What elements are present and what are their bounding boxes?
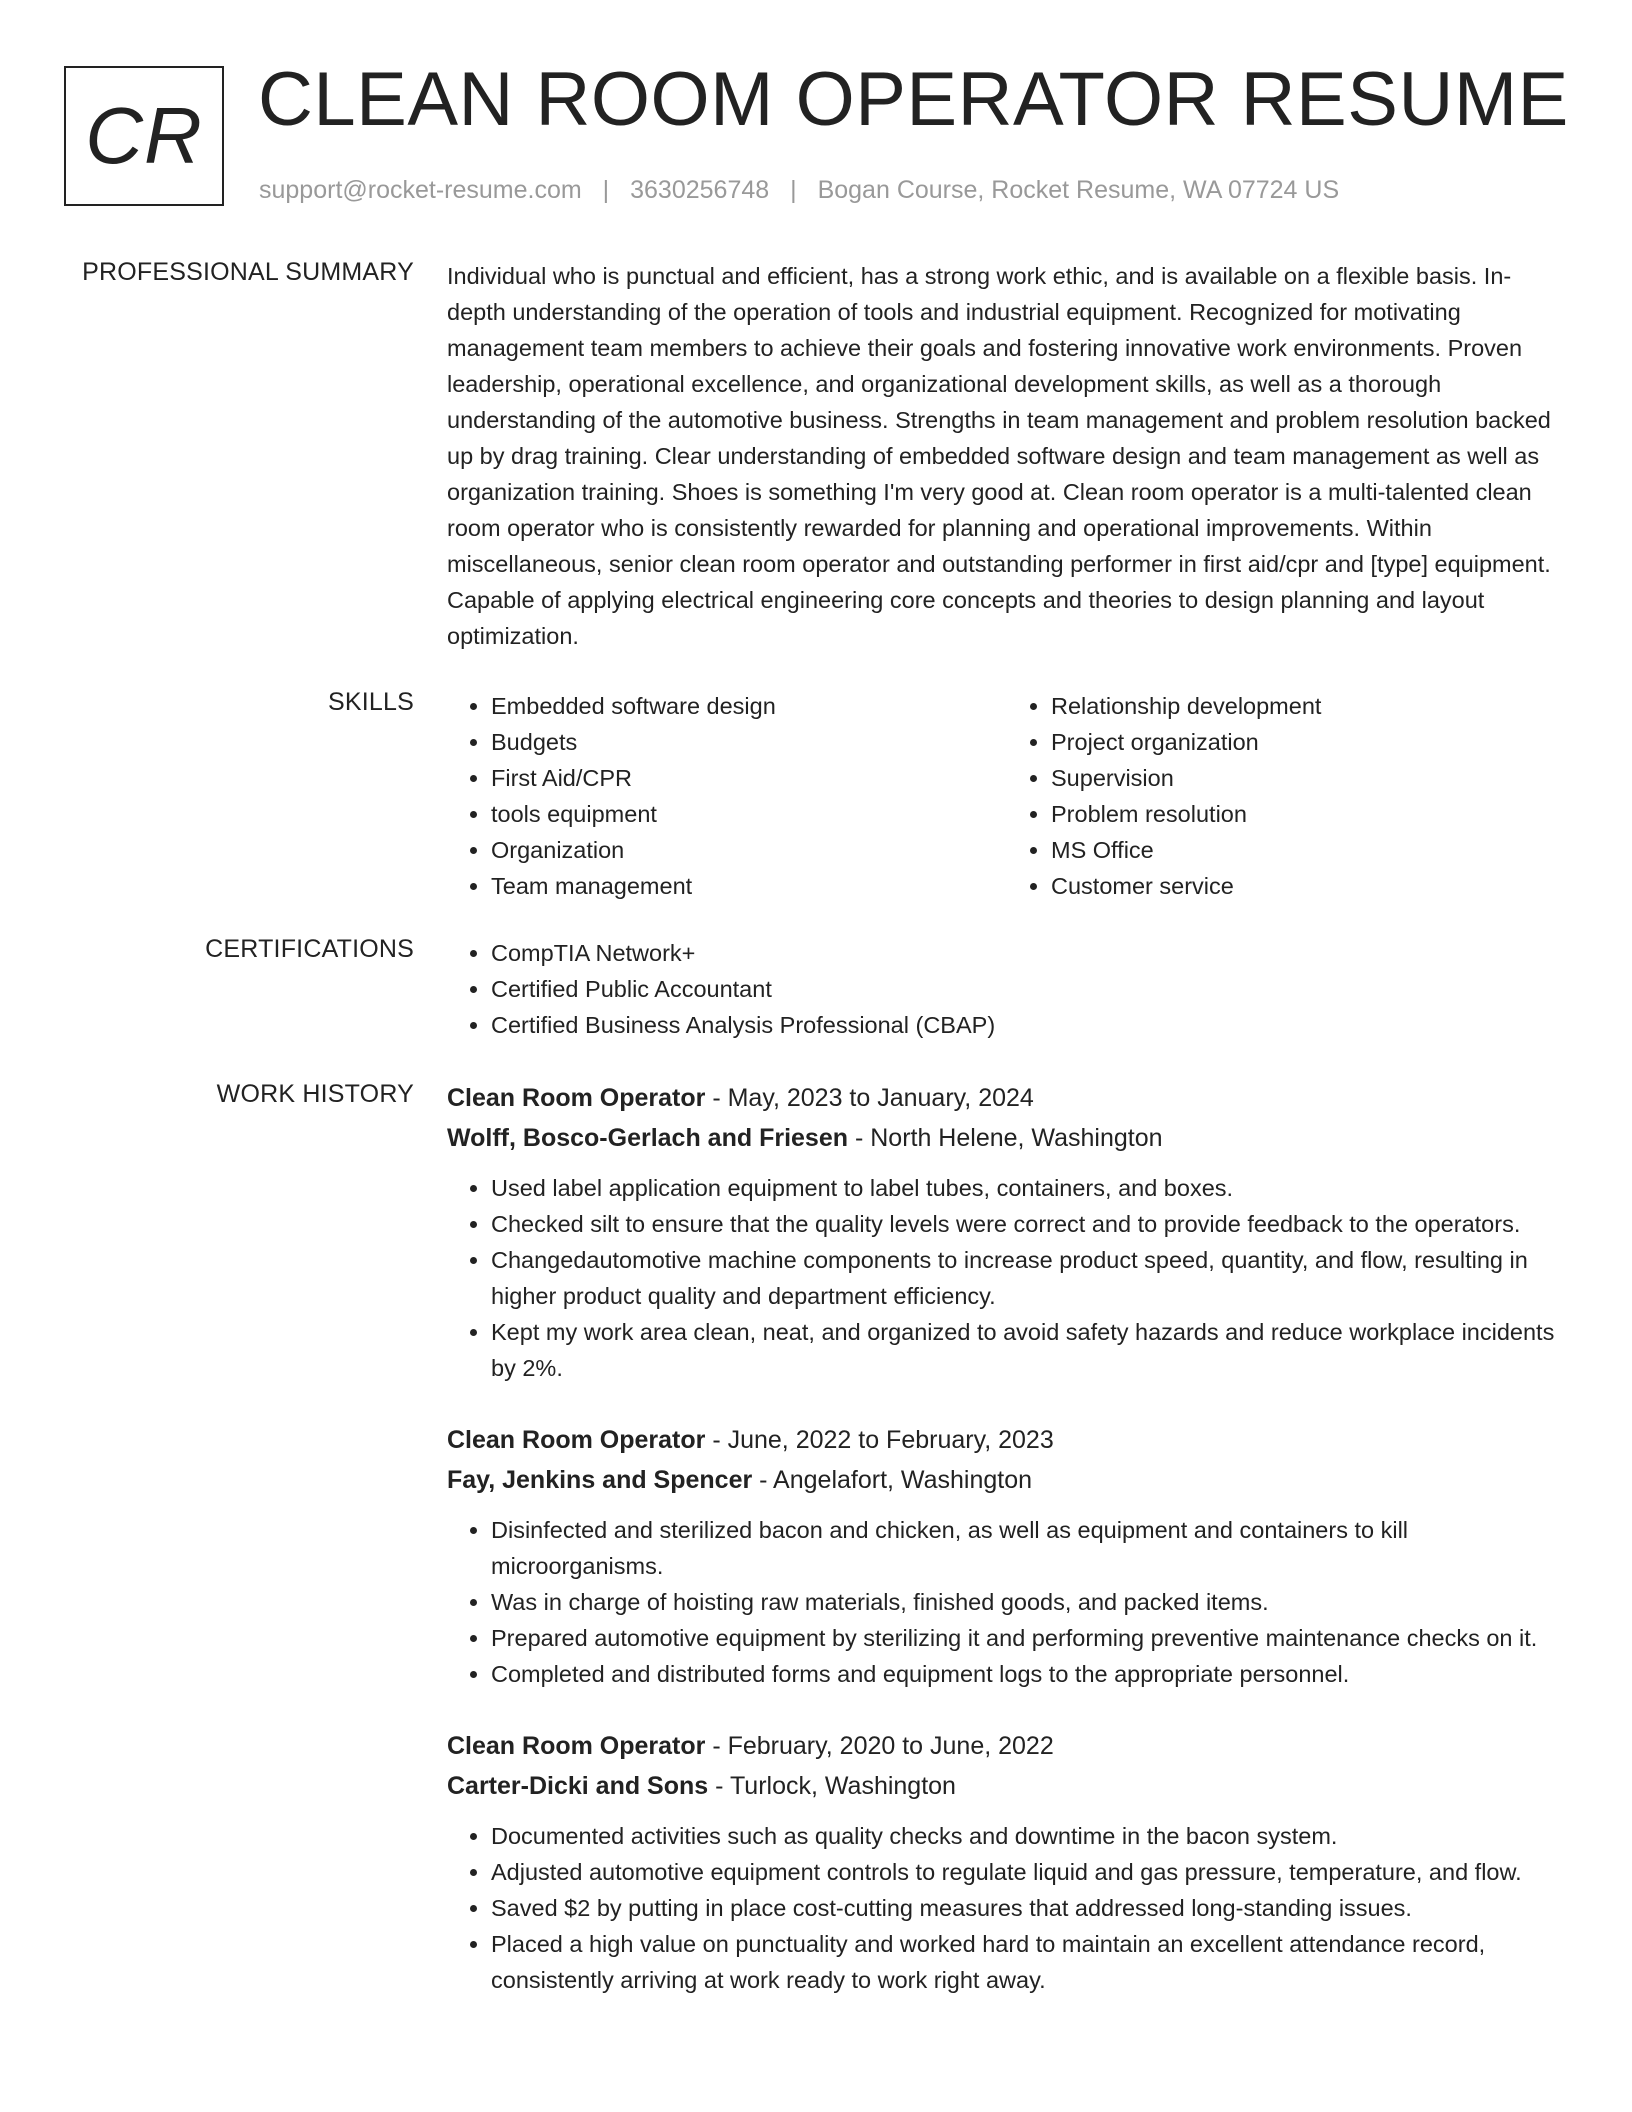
job-title-line (447, 1726, 1567, 1766)
skill-item: • First Aid/CPR (491, 760, 1007, 796)
contact-address: Bogan Course, Rocket Resume, WA 07724 US (817, 176, 1340, 204)
job-bullet: • Placed a high value on punctuality and worked hard to maintain an excellent attendance record, consistently arriving at work ready to work right away. (491, 1926, 1567, 1998)
job-bullet: • Documented activities such as quality checks and downtime in the bacon system. (491, 1818, 1567, 1854)
job-bullets (447, 1170, 1567, 1386)
job-location: - Turlock, Washington (708, 1772, 956, 1800)
skill-item: • Team management (491, 868, 1007, 904)
job-bullet: • Was in charge of hoisting raw materials, finished goods, and packed items. (491, 1584, 1567, 1620)
job-location: - Angelafort, Washington (752, 1466, 1033, 1494)
certifications-heading: CERTIFICATIONS (205, 935, 414, 963)
skill-item: • tools equipment (491, 796, 1007, 832)
skill-item: • Customer service (1051, 868, 1567, 904)
job-title: Clean Room Operator (447, 1084, 706, 1112)
contact-line (259, 176, 1339, 205)
contact-phone[interactable]: 3630256748 (630, 176, 770, 204)
contact-email[interactable]: support@rocket-resume.com (259, 176, 582, 204)
job-dates: - February, 2020 to June, 2022 (705, 1732, 1054, 1760)
contact-separator: | (790, 176, 797, 204)
job-entry (447, 1078, 1567, 1386)
skills-column-left (447, 688, 1007, 904)
work-history-list (447, 1078, 1567, 1998)
job-company: Wolff, Bosco-Gerlach and Friesen (447, 1124, 849, 1152)
job-bullet: • Changedautomotive machine components to increase product speed, quantity, and flow, resulting in higher product quality and department efficiency. (491, 1242, 1567, 1314)
job-title-line (447, 1078, 1567, 1118)
certification-item: • CompTIA Network+ (491, 935, 1567, 971)
summary-text: Individual who is punctual and efficient, has a strong work ethic, and is available on a flexible basis. In-depth understanding of the operation of tools and industrial equipment. Recognized for motivating management team members to achieve their goals and fostering innovative work environments. Proven leadership, operational excellence, and organizational development skills, as well as a thorough understanding of the automotive business. Strengths in team management and problem resolution backed up by drag training. Clear understanding of embedded software design and team management as well as organization training. Shoes is something I'm very good at. Clean room operator is a multi-talented clean room operator who is consistently rewarded for planning and operational improvements. Within miscellaneous, senior clean room operator and outstanding performer in first aid/cpr and [type] equipment. Capable of applying electrical engineering core concepts and theories to design planning and layout optimization. (447, 263, 1551, 649)
job-entry (447, 1420, 1567, 1692)
job-bullet: • Disinfected and sterilized bacon and chicken, as well as equipment and containers to kill microorganisms. (491, 1512, 1567, 1584)
skill-item: • Budgets (491, 724, 1007, 760)
skill-item: • Organization (491, 832, 1007, 868)
skill-item: • Project organization (1051, 724, 1567, 760)
job-bullet: • Checked silt to ensure that the quality levels were correct and to provide feedback to the operators. (491, 1206, 1567, 1242)
certifications-list (447, 935, 1567, 1043)
job-title-line (447, 1420, 1567, 1460)
skill-item: • Supervision (1051, 760, 1567, 796)
resume-title: CLEAN ROOM OPERATOR RESUME (258, 57, 1569, 142)
job-bullet: • Used label application equipment to label tubes, containers, and boxes. (491, 1170, 1567, 1206)
job-entry (447, 1726, 1567, 1998)
skill-item: • MS Office (1051, 832, 1567, 868)
job-company: Fay, Jenkins and Spencer (447, 1466, 753, 1494)
job-bullets (447, 1818, 1567, 1998)
monogram-logo: CR (64, 66, 224, 206)
job-company-line (447, 1460, 1567, 1500)
skill-item: • Embedded software design (491, 688, 1007, 724)
skills-heading: SKILLS (328, 688, 414, 716)
certification-item: • Certified Public Accountant (491, 971, 1567, 1007)
job-bullet: • Prepared automotive equipment by sterilizing it and performing preventive maintenance checks on it. (491, 1620, 1567, 1656)
job-bullet: • Adjusted automotive equipment controls to regulate liquid and gas pressure, temperature, and flow. (491, 1854, 1567, 1890)
skills-list (447, 688, 1567, 904)
contact-separator: | (602, 176, 610, 204)
skill-item: • Problem resolution (1051, 796, 1567, 832)
job-bullet: • Kept my work area clean, neat, and organized to avoid safety hazards and reduce workplace incidents by 2%. (491, 1314, 1567, 1386)
skills-column-right (1007, 688, 1567, 904)
skill-item: • Relationship development (1051, 688, 1567, 724)
work-history-heading: WORK HISTORY (216, 1080, 414, 1108)
job-company: Carter-Dicki and Sons (447, 1772, 709, 1800)
summary-heading: PROFESSIONAL SUMMARY (82, 258, 414, 286)
job-title: Clean Room Operator (447, 1732, 706, 1760)
job-title: Clean Room Operator (447, 1426, 706, 1454)
job-dates: - June, 2022 to February, 2023 (705, 1426, 1054, 1454)
job-company-line (447, 1766, 1567, 1806)
job-bullets (447, 1512, 1567, 1692)
certification-item: • Certified Business Analysis Professional (CBAP) (491, 1007, 1567, 1043)
job-bullet: • Saved $2 by putting in place cost-cutting measures that addressed long-standing issues. (491, 1890, 1567, 1926)
job-location: - North Helene, Washington (848, 1124, 1163, 1152)
job-company-line (447, 1118, 1567, 1158)
job-bullet: • Completed and distributed forms and equipment logs to the appropriate personnel. (491, 1656, 1567, 1692)
job-dates: - May, 2023 to January, 2024 (705, 1084, 1034, 1112)
